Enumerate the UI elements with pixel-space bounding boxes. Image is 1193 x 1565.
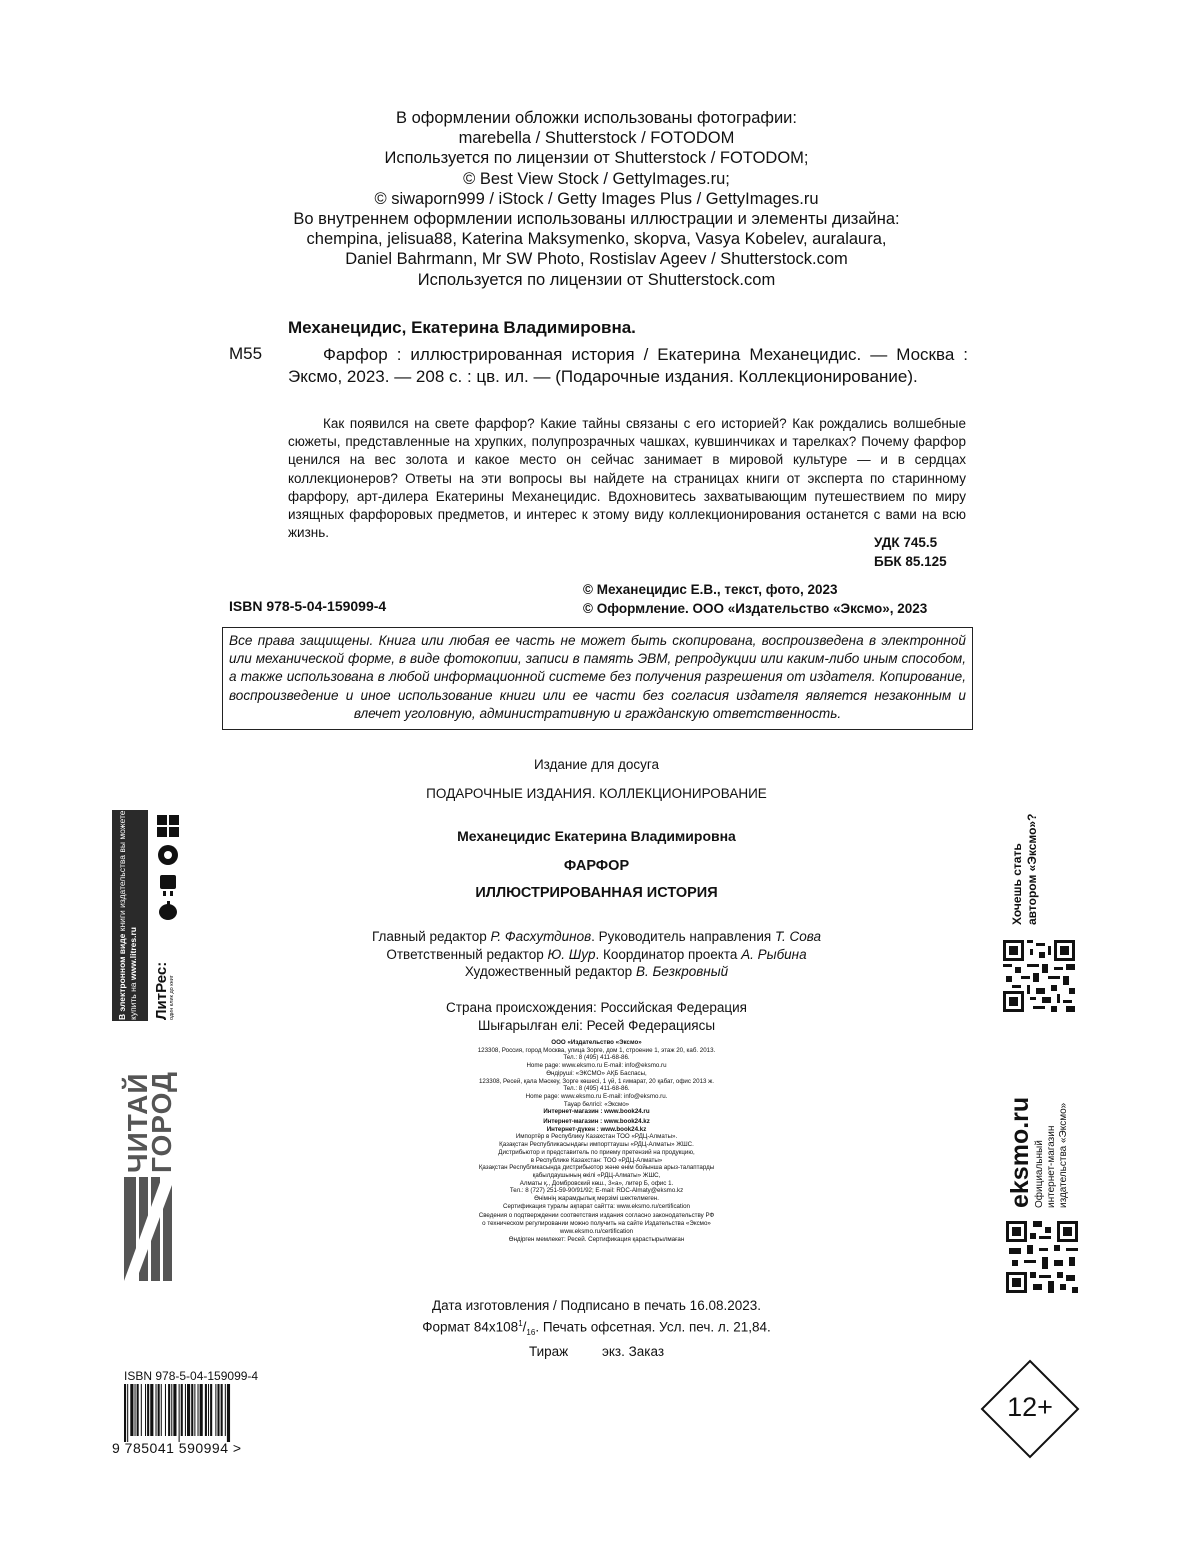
print-date: Дата изготовления / Подписано в печать 16.08.2023. — [432, 1298, 761, 1313]
publisher-line: Тауар белгісі: «Эксмо» — [563, 1100, 630, 1108]
imprint-author: Механецидис Екатерина Владимировна — [457, 828, 736, 844]
barcode-bar — [171, 1384, 172, 1436]
barcode-bar — [208, 1384, 209, 1436]
rights-notice: Все права защищены. Книга или любая ее часть не может быть скопирована, воспроизведена в электронной или механической форме, в виде фотокопии, записи в память ЭВМ, репродукции или каким-либо иным способом, а также использована в любой информационной системе без получения разрешения от издателя. Копирование, воспроизведение и иное использование книги или ее части без согласия издателя является незаконным и влечет уголовную, административную и гражданскую ответственность. — [222, 627, 973, 730]
publisher-line: Сертификация туралы ақпарат сайтта: www.eksmo.ru/certification — [503, 1202, 690, 1210]
credit-line: В оформлении обложки использованы фотографии: — [396, 109, 797, 127]
barcode-bar — [191, 1384, 193, 1436]
eksmo-promo-line3: издательства «Эксмо» — [1058, 1102, 1069, 1208]
barcode-bar — [181, 1384, 183, 1436]
catalog-annotation: Как появился на свете фарфор? Какие тайны связаны с его историей? Как рождались волшебные сюжеты, представленные на хрупких, полупрозрачных чашках, кувшинчиках и тарелках? Почему фарфор ценился на вес золота и какое место он сейчас занимает в мировой культуре — и в сердцах коллекционеров? Ответы на эти вопросы вы найдете на страницах книги от эксперта по старинному фарфору, арт-дилера Екатерины Механецидис. Вдохновитесь захватывающим путешествием по миру изящных фарфоровых предметов, и интерес к этому виду коллекционирования останется с вами на всю жизнь. — [288, 416, 966, 541]
barcode-bar — [127, 1384, 128, 1442]
author-promo-line1: Хочешь стать — [1010, 843, 1024, 925]
barcode-bar — [225, 1384, 226, 1436]
barcode-bar — [147, 1384, 149, 1436]
publisher-line: Қазақстан Республикасында дистрибьютор және өнім бойынша арыз-талаптарды — [478, 1164, 715, 1172]
barcode-bar — [173, 1384, 176, 1436]
apple-icon — [159, 901, 177, 920]
publisher-line: Өнімнің жарамдылық мерзімі шектелмеген. — [534, 1195, 659, 1203]
barcode-bar — [137, 1384, 139, 1436]
publisher-line: в Республике Казахстан: ТОО «РДЦ-Алматы» — [530, 1156, 663, 1164]
credit-line: chempina, jelisua88, Katerina Maksymenko, skopva, Vasya Kobelev, auralaura, — [306, 230, 887, 249]
litres-tagline: один клик до книг — [169, 975, 175, 1020]
barcode-isbn: ISBN 978-5-04-159099-4 — [124, 1369, 259, 1383]
barcode-bar — [194, 1384, 195, 1436]
imprint-title: ФАРФОР — [563, 858, 630, 874]
publisher-line: Сведения о подтверждении соответствия издания согласно законодательству РФ — [478, 1212, 715, 1220]
credit-line: Daniel Bahrmann, Mr SW Photo, Rostislav Ageev / Shutterstock.com — [345, 250, 848, 269]
bbk-code: ББК 85.125 — [874, 554, 947, 569]
publisher-line: Импортёр в Республику Казахстан ТОО «РДЦ-Алматы». — [515, 1133, 678, 1141]
credit-line: © siwaporn999 / iStock / Getty Images Plus / GettyImages.ru — [374, 189, 819, 208]
copyright-text: © Механецидис Е.В., текст, фото, 2023 — [583, 582, 838, 597]
barcode-bar — [158, 1384, 160, 1436]
eksmo-promo-line2: интернет-магазин — [1046, 1125, 1057, 1208]
edition-type: Издание для досуга — [533, 757, 660, 772]
barcode-bar — [161, 1384, 162, 1436]
credit-line: Используется по лицензии от Shutterstock / FOTODOM; — [384, 149, 809, 168]
publisher-line: Тел.: 8 (495) 411-68-86. — [563, 1054, 630, 1062]
origin-kz: Шығарылған елі: Ресей Федерациясы — [477, 1018, 716, 1033]
barcode-bar — [217, 1384, 219, 1436]
catalog-code: М55 — [229, 344, 263, 363]
publisher-line: ООО «Издательство «Эксмо» — [551, 1039, 642, 1046]
chitai-line1: ЧИТАЙ — [122, 1072, 153, 1173]
catalog-author-heading: Механецидис, Екатерина Владимировна. — [288, 318, 636, 337]
publisher-line: о техническом регулировании можно получить на сайте Издательства «Эксмо» — [482, 1220, 711, 1228]
litres-logo: ЛитРес: — [153, 961, 170, 1020]
credit-line: Используется по лицензии от Shutterstock.com — [417, 270, 776, 289]
barcode-bar — [179, 1384, 180, 1442]
editors-line-3: Художественный редактор В. Безкровный — [464, 964, 729, 979]
barcode-digits: 9 785041 590994 > — [112, 1440, 242, 1456]
eksmo-promo-line1: Официальный — [1034, 1140, 1045, 1208]
print-run: Тираж экз. Заказ — [528, 1343, 665, 1359]
editors-line-1: Главный редактор Р. Фасхутдинов. Руководитель направления Т. Сова — [371, 929, 822, 944]
publisher-line: Қазақстан Республикасындағы импорттаушы «РДЦ-Алматы» ЖШС. — [499, 1141, 694, 1149]
barcode-bar — [215, 1384, 216, 1436]
barcode-bar — [200, 1384, 203, 1436]
publisher-line: Интернет-дүкен : www.book24.kz — [546, 1125, 647, 1133]
imprint-subtitle: ИЛЛЮСТРИРОВАННАЯ ИСТОРИЯ — [475, 885, 718, 901]
chitai-line2: ГОРОД — [146, 1071, 177, 1173]
barcode-bar — [141, 1384, 142, 1436]
series-name: ПОДАРОЧНЫЕ ИЗДАНИЯ. КОЛЛЕКЦИОНИРОВАНИЕ — [426, 786, 767, 801]
barcode-bar — [135, 1384, 136, 1436]
credit-line: © Best View Stock / GettyImages.ru; — [463, 169, 730, 188]
udk-code: УДК 745.5 — [874, 535, 938, 550]
barcode-bar — [187, 1384, 190, 1436]
publisher-line: Алматы қ., Домбровский көш., 3«а», литер Б, офис 1. — [519, 1179, 674, 1187]
isbn: ISBN 978-5-04-159099-4 — [229, 598, 387, 614]
barcode-bar — [205, 1384, 207, 1436]
origin-ru: Страна происхождения: Российская Федерация — [446, 1000, 747, 1015]
publisher-line: Home page: www.eksmo.ru E-mail: info@eksmo.ru — [526, 1062, 667, 1070]
barcode-bar — [150, 1384, 153, 1436]
publisher-line: Интернет-магазин : www.book24.ru — [543, 1108, 650, 1116]
publisher-line: 123308, Ресей, қала Мәскеу, Зорге көшесі, 1 үй, 1 ғимарат, 20 қабат, офис 2013 ж. — [478, 1077, 715, 1085]
publisher-line: қабылдаушының өкілі «РДЦ-Алматы» ЖШС, — [532, 1171, 661, 1179]
origin-block — [200, 999, 993, 1035]
catalog-biblio: Фарфор : иллюстрированная история / Екатерина Механецидис. — Москва : Эксмо, 2023. — 208 с. : цв. ил. — (Подарочные издания. Коллекционирование). — [288, 345, 968, 386]
age-rating-text: 12+ — [1007, 1392, 1053, 1422]
print-format: Формат $84x108^1/_{16}$. Печать офсетная. Усл. печ. л. 21,84. — [422, 1319, 771, 1338]
chitai-gorod-text — [122, 1071, 182, 1273]
publisher-line: Тел.: 8 (727) 251-59-90/91/92; E-mail: RDC-Almaty@eksmo.kz — [509, 1187, 684, 1195]
author-promo-line2: автором «Эксмо»? — [1025, 813, 1039, 925]
copyright-block — [583, 580, 927, 618]
windows-icon — [157, 815, 179, 837]
credit-line: Во внутреннем оформлении использованы иллюстрации и элементы дизайна: — [293, 210, 900, 229]
publisher-line: Өндіруші: «ЭКСМО» АҚБ Баспасы, — [546, 1069, 647, 1077]
eksmo-site[interactable]: eksmo.ru — [1006, 1096, 1034, 1208]
litres-band-text: В электронном виде книги издательства вы можете купить на www.litres.ru — [117, 810, 138, 1020]
publisher-line: Тел.: 8 (495) 411-68-86. — [563, 1085, 630, 1093]
credit-line: marebella / Shutterstock / FOTODOM — [458, 129, 735, 148]
barcode-bar — [165, 1384, 166, 1436]
barcode-bar — [130, 1384, 133, 1436]
classification-codes — [874, 533, 947, 571]
publisher-line: www.eksmo.ru/certification — [559, 1227, 634, 1235]
editors-line-2: Ответственный редактор Ю. Шур. Координатор проекта А. Рыбина — [386, 946, 807, 962]
platform-icons — [154, 813, 184, 923]
barcode-bar — [168, 1384, 170, 1436]
barcode-bar — [221, 1384, 223, 1436]
publisher-line: Интернет-магазин : www.book24.kz — [543, 1118, 650, 1126]
print-details — [200, 1297, 993, 1361]
qr-code-eksmo[interactable] — [1006, 1221, 1078, 1293]
barcode-bar — [227, 1384, 230, 1442]
publisher-line: 123308, Россия, город Москва, улица Зорге, дом 1, строение 1, этаж 20, каб. 2013. — [477, 1046, 716, 1054]
publisher-line: Өндірген мемлекет: Ресей. Сертификация қарастырылмаған — [508, 1235, 685, 1243]
android-icon — [160, 875, 176, 896]
publisher-line: Дистрибьютор и представитель по приему претензий на продукцию, — [498, 1148, 695, 1156]
cover-credits — [200, 108, 993, 290]
publisher-line: Home page: www.eksmo.ru E-mail: info@eksmo.ru. — [525, 1092, 668, 1100]
barcode-bar — [210, 1384, 212, 1436]
barcode-bar — [185, 1384, 186, 1436]
copyright-design: © Оформление. ООО «Издательство «Эксмо», 2023 — [583, 601, 928, 616]
barcode — [124, 1384, 270, 1442]
publisher-block — [200, 1039, 993, 1243]
barcode-bar — [198, 1384, 199, 1436]
barcode-bar — [124, 1384, 126, 1442]
firefox-icon — [158, 845, 178, 865]
barcode-bar — [156, 1384, 157, 1436]
qr-code-author[interactable] — [1003, 940, 1075, 1012]
barcode-bar — [145, 1384, 146, 1436]
editors-block — [200, 928, 993, 981]
